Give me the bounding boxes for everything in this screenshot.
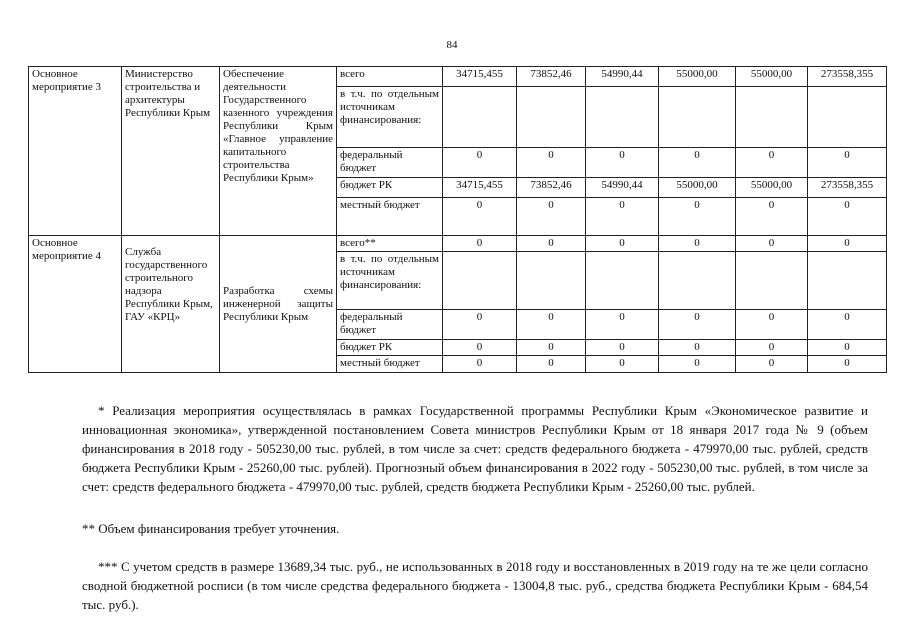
value-cell: 0 [517,198,586,236]
value-cell: 0 [517,310,586,340]
value-cell: 0 [443,340,517,356]
value-cell: 0 [808,356,887,373]
value-cell: 73852,46 [517,178,586,198]
funding-source-cell: местный бюджет [337,356,443,373]
value-cell: 273558,355 [808,67,887,87]
value-cell: 0 [517,356,586,373]
funding-source-cell: всего** [337,236,443,252]
value-cell: 34715,455 [443,67,517,87]
value-cell: 0 [659,236,736,252]
value-cell: 55000,00 [736,178,808,198]
event-cell: Основное мероприятие 4 [29,236,122,373]
value-cell [586,252,659,310]
value-cell: 0 [659,340,736,356]
value-cell: 55000,00 [659,67,736,87]
value-cell: 55000,00 [736,67,808,87]
measure-name-cell: Разработка схемы инженерной защиты Республики Крым [220,236,337,373]
value-cell: 0 [586,236,659,252]
funding-source-cell: местный бюджет [337,198,443,236]
funding-source-cell: всего [337,67,443,87]
value-cell: 0 [808,148,887,178]
table-row [29,67,887,87]
value-cell [736,252,808,310]
value-cell: 0 [659,198,736,236]
value-cell: 55000,00 [659,178,736,198]
executor-cell: Служба государственного строительного надзора Республики Крым, ГАУ «КРЦ» [122,236,220,373]
value-cell: 0 [808,198,887,236]
funding-source-cell: федеральный бюджет [337,148,443,178]
value-cell: 0 [443,198,517,236]
value-cell [517,87,586,148]
funding-source-cell: бюджет РК [337,178,443,198]
value-cell: 54990,44 [586,67,659,87]
value-cell: 0 [443,356,517,373]
funding-source-cell: федеральный бюджет [337,310,443,340]
funding-source-cell: бюджет РК [337,340,443,356]
event-cell: Основное мероприятие 3 [29,67,122,236]
value-cell: 0 [443,236,517,252]
value-cell: 0 [586,310,659,340]
value-cell: 0 [517,340,586,356]
footnote-2: ** Объем финансирования требует уточнения. [82,521,340,536]
value-cell: 0 [443,148,517,178]
value-cell: 0 [517,148,586,178]
financing-table [28,66,887,373]
value-cell: 0 [736,236,808,252]
value-cell: 34715,455 [443,178,517,198]
value-cell: 0 [736,148,808,178]
value-cell: 0 [808,310,887,340]
value-cell [586,87,659,148]
funding-source-cell: в т.ч. по отдельным источникам финансирования: [337,252,443,310]
value-cell: 0 [808,236,887,252]
value-cell: 0 [736,340,808,356]
value-cell: 0 [659,310,736,340]
footnote-1: * Реализация мероприятия осуществлялась в рамках Государственной программы Республики Крым «Экономическое развитие и инновационная экономика», утвержденной постановлением Совета министров Республики Крым от 18 января 2017 года № 9 (объем финансирования в 2018 году - 505230,00 тыс. рублей, в том числе за счет: средств федерального бюджета - 479970,00 тыс. рублей, средств бюджета Республики Крым - 25260,00 тыс. рублей). Прогнозный объем финансирования в 2022 году - 505230,00 тыс. рублей, в том числе за счет: средств федерального бюджета - 479970,00 тыс. рублей, средств бюджета Республики Крым - 25260,00 тыс. рублей. [82,403,868,494]
value-cell: 0 [586,356,659,373]
value-cell: 0 [586,148,659,178]
value-cell: 0 [808,340,887,356]
value-cell [443,252,517,310]
value-cell: 0 [736,198,808,236]
value-cell: 0 [443,310,517,340]
value-cell [659,252,736,310]
value-cell [443,87,517,148]
value-cell [736,87,808,148]
funding-source-cell: в т.ч. по отдельным источникам финансирования: [337,87,443,148]
page-number: 84 [446,39,458,51]
value-cell: 0 [659,356,736,373]
measure-name-cell: Обеспечение деятельности Государственного казенного учреждения Республики Крым «Главное управление капитального строительства Республики Крым» [220,67,337,236]
value-cell: 273558,355 [808,178,887,198]
footnote-3: *** С учетом средств в размере 13689,34 тыс. руб., не использованных в 2018 году и восстановленных в 2019 году на те же цели согласно сводной бюджетной росписи (в том числе средства федерального бюджета - 13004,8 тыс. руб., средства бюджета Республики Крым - 684,54 тыс. руб.). [82,559,868,612]
value-cell: 0 [586,340,659,356]
value-cell: 73852,46 [517,67,586,87]
value-cell [808,87,887,148]
executor-cell: Министерство строительства и архитектуры Республики Крым [122,67,220,236]
value-cell: 0 [736,356,808,373]
value-cell: 0 [659,148,736,178]
value-cell: 0 [517,236,586,252]
value-cell: 0 [586,198,659,236]
value-cell [517,252,586,310]
value-cell [659,87,736,148]
table-body [29,67,887,373]
value-cell: 54990,44 [586,178,659,198]
value-cell: 0 [736,310,808,340]
value-cell [808,252,887,310]
table-row [29,236,887,252]
